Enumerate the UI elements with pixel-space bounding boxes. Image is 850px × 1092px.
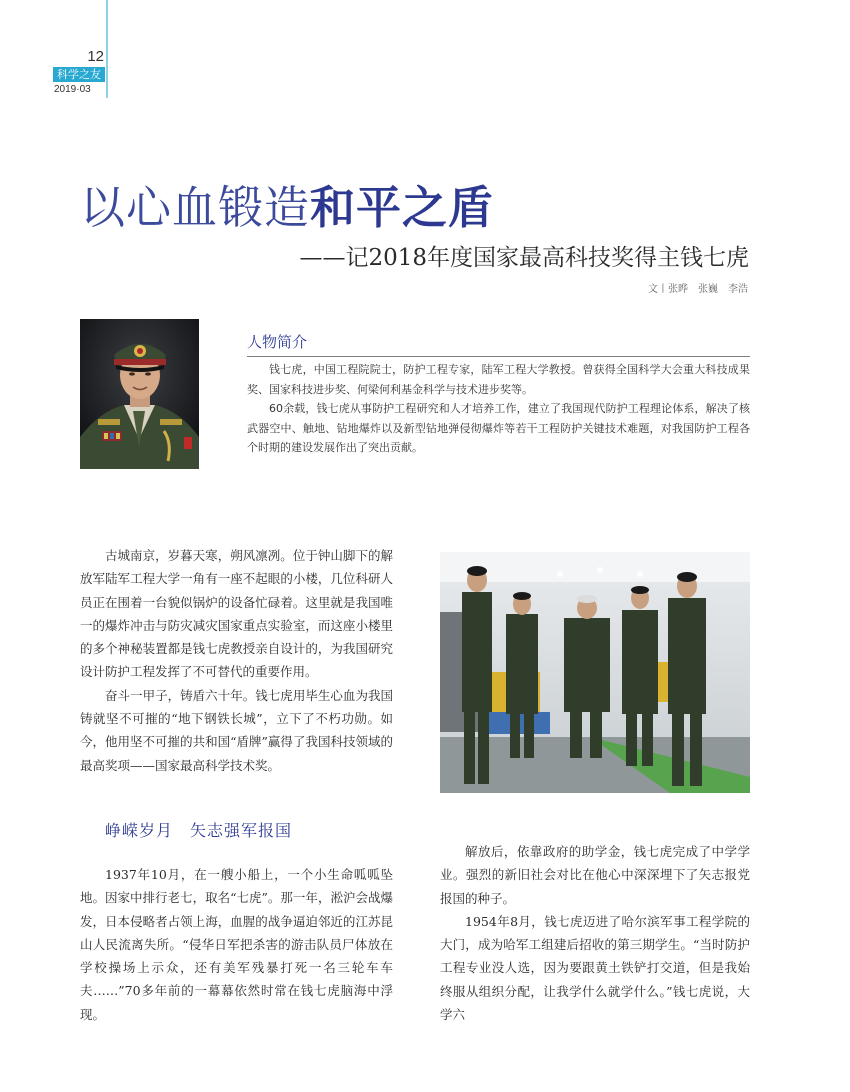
body-paragraph: 1954年8月，钱七虎迈进了哈尔滨军事工程学院的大门，成为哈军工组建后招收的第三期学生。“当时防护工程专业没人选，因为要跟黄土铁铲打交道，但是我始终服从组织分配，让我学什么就学什么。”钱七虎说，大学六: [440, 913, 750, 1023]
article-title: [80, 178, 494, 238]
body-column-right-bottom: [440, 840, 750, 1026]
bio-divider: [247, 356, 750, 357]
article-subtitle: ——记2018年度国家最高科技奖得主钱七虎: [299, 245, 749, 271]
body-column-left-bottom: [80, 863, 393, 1026]
magazine-name-badge: 科学之友: [53, 67, 105, 82]
bio-text: [247, 360, 750, 458]
group-photo: [440, 552, 750, 793]
body-paragraph: 解放后，依靠政府的助学金，钱七虎完成了中学学业。强烈的新旧社会对比在他心中深深埋下了矢志报党报国的种子。: [440, 844, 750, 906]
section-heading: 峥嵘岁月 矢志强军报国: [105, 821, 293, 840]
title-part2: 和平之盾: [310, 181, 495, 234]
bio-paragraph: 钱七虎，中国工程院院士，防护工程专家，陆军工程大学教授。曾获得全国科学大会重大科技成果奖、国家科技进步奖、何梁何利基金科学与技术进步奖等。: [247, 363, 750, 396]
body-column-left-top: [80, 544, 393, 777]
body-paragraph: 1937年10月，在一艘小船上，一个小生命呱呱坠地。因家中排行老七，取名“七虎”。那一年，淞沪会战爆发，日本侵略者占领上海，血腥的战争逼迫邻近的江苏昆山人民流离失所。“侵华日军把杀害的游击队员尸体放在学校操场上示众，还有美军残暴打死一名三轮车车夫……”70多年前的一幕幕依然时常在钱七虎脑海中浮现。: [80, 867, 393, 1022]
page-number: 12: [87, 48, 104, 65]
bio-heading: 人物简介: [247, 333, 308, 351]
header-vertical-line: [106, 0, 108, 98]
title-part1: 以心血锻造: [80, 181, 311, 234]
lab-visit-illustration: [440, 552, 750, 793]
body-paragraph: 奋斗一甲子，铸盾六十年。钱七虎用毕生心血为我国铸就坚不可摧的“地下钢铁长城”，立下了不朽功勋。如今，他用坚不可摧的共和国“盾牌”赢得了我国科技领域的最高奖项——国家最高科学技术奖。: [80, 687, 393, 773]
byline: 文丨张晔 张巍 李浩: [648, 284, 748, 295]
issue-date: 2019·03: [54, 84, 91, 95]
bio-paragraph: 60余载，钱七虎从事防护工程研究和人才培养工作，建立了我国现代防护工程理论体系，解决了核武器空中、触地、钻地爆炸以及新型钻地弹侵彻爆炸等若干工程防护关键技术难题，对我国防护工程各个时期的建设发展作出了突出贡献。: [247, 402, 750, 454]
portrait-photo: [80, 319, 199, 469]
body-paragraph: 古城南京，岁暮天寒，朔风凛冽。位于钟山脚下的解放军陆军工程大学一角有一座不起眼的小楼，几位科研人员正在围着一台貌似锅炉的设备忙碌着。这里就是我国唯一的爆炸冲击与防灾减灾国家重点实验室，而这座小楼里的多个神秘装置都是钱七虎教授亲自设计的，为我国研究设计防护工程发挥了不可替代的重要作用。: [80, 548, 393, 680]
portrait-illustration: [80, 319, 199, 469]
